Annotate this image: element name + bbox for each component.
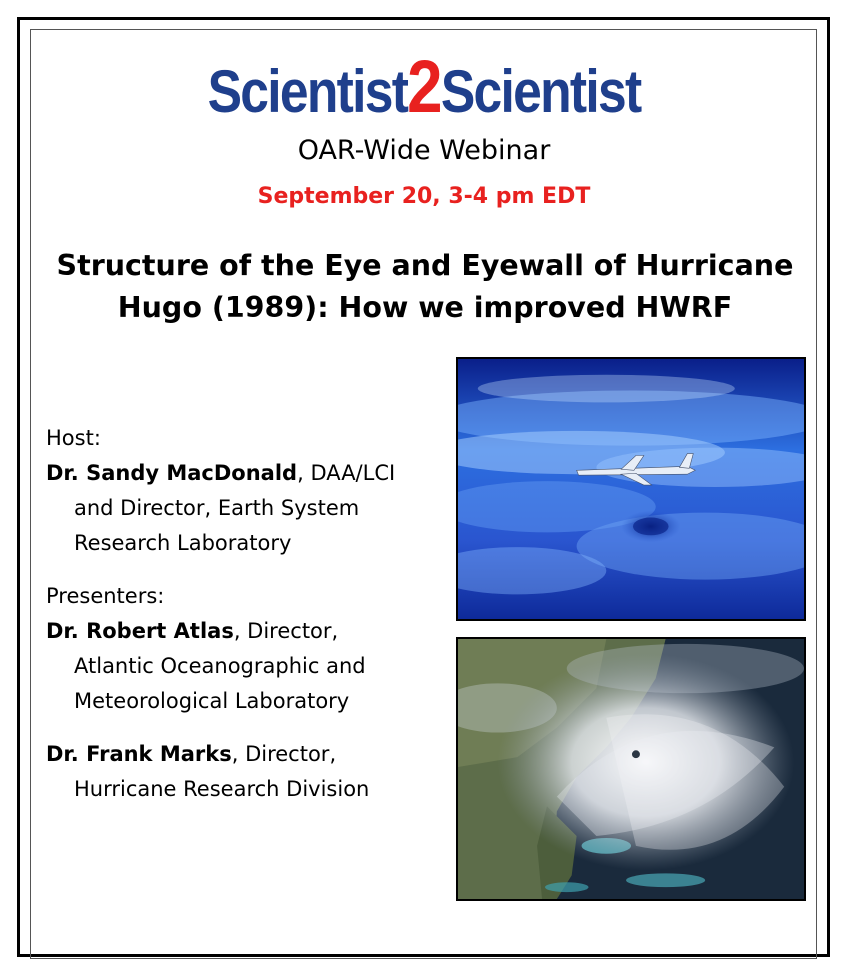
hurricane-satellite-image	[456, 637, 806, 901]
logo-part-1: Scientist	[207, 58, 408, 125]
presenter-1-entry	[46, 614, 446, 649]
presenter-2-entry	[46, 737, 446, 772]
host-name: Dr. Sandy MacDonald	[46, 461, 298, 485]
presenter-2-role: , Director,	[231, 742, 337, 766]
host-heading: Host:	[46, 426, 101, 450]
spacer	[46, 719, 446, 737]
spacer	[46, 561, 446, 579]
presenter-2-line-2: Hurricane Research Division	[74, 777, 370, 801]
presenters-heading: Presenters:	[46, 584, 165, 608]
presenter-1-line-3: Meteorological Laboratory	[74, 689, 350, 713]
talk-title-line-2: Hugo (1989): How we improved HWRF	[117, 291, 733, 324]
logo-part-2: Scientist	[440, 58, 641, 125]
presenter-1-role: , Director,	[233, 619, 339, 643]
host-role-line-3: Research Laboratory	[74, 531, 292, 555]
presenter-2-name: Dr. Frank Marks	[46, 742, 232, 766]
presenter-1-name: Dr. Robert Atlas	[46, 619, 234, 643]
host-role-line-2: and Director, Earth System	[74, 496, 360, 520]
talk-title	[40, 245, 810, 329]
presenter-1-line-2: Atlantic Oceanographic and	[74, 654, 366, 678]
aircraft-over-hurricane-photo	[456, 357, 806, 621]
logo-number-2: 2	[407, 45, 441, 128]
scientist2scientist-logo	[59, 45, 788, 128]
speaker-list	[46, 421, 446, 807]
webinar-subtitle: OAR-Wide Webinar	[297, 135, 551, 166]
talk-title-line-1: Structure of the Eye and Eyewall of Hurricane	[56, 249, 794, 282]
host-entry	[46, 456, 446, 491]
webinar-date: September 20, 3-4 pm EDT	[257, 184, 591, 209]
host-role: , DAA/LCI	[297, 461, 396, 485]
